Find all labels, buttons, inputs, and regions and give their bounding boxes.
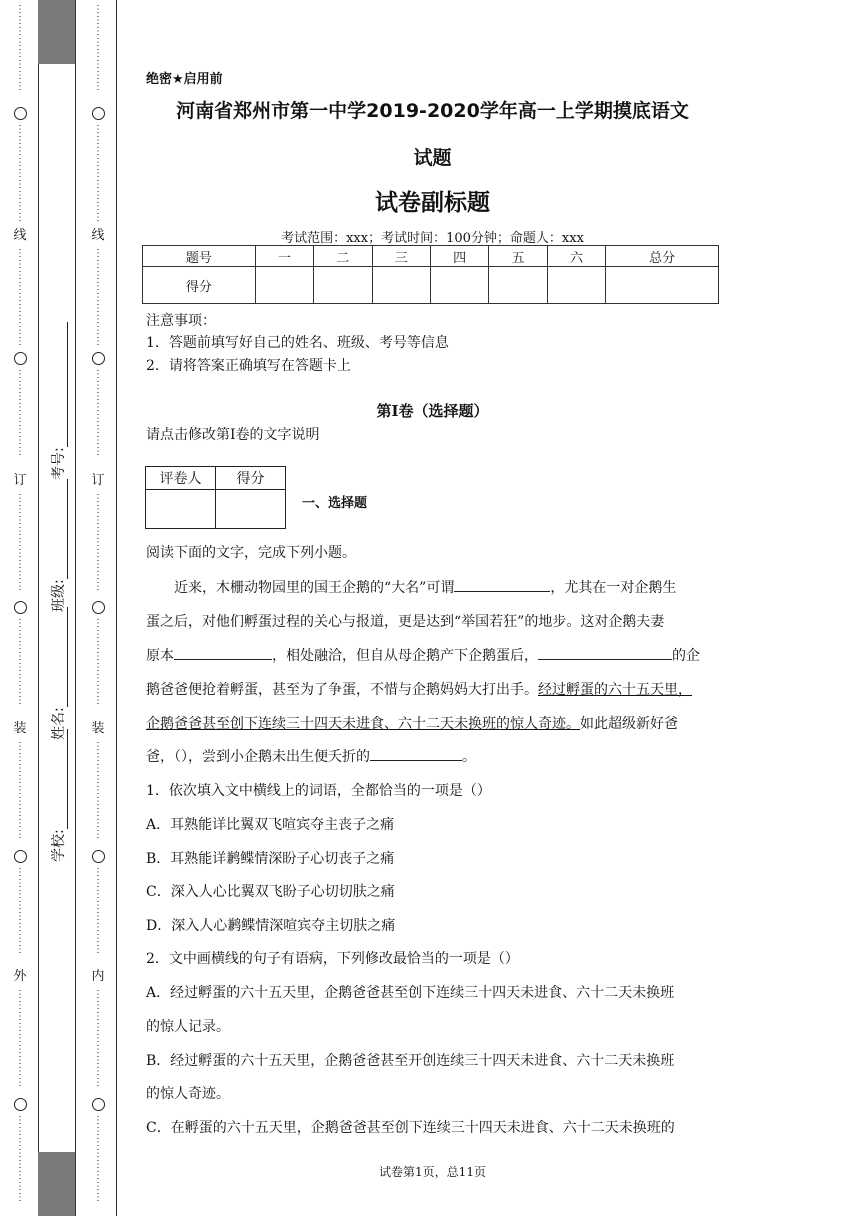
seal-char: 订 [91, 473, 105, 488]
score-header: 六 [547, 246, 605, 267]
passage-line: 蛋之后，对他们孵蛋过程的关心与报道，更是达到“举国若狂”的地步。这对企鹅夫妻 [146, 614, 665, 630]
page-footer: 试卷第1页，总11页 [379, 1165, 486, 1179]
score-cell[interactable] [372, 267, 430, 304]
question-stem: 2．文中画横线的句子有语病，下列修改最恰当的一项是（） [146, 951, 519, 967]
section-desc: 请点击修改第I卷的文字说明 [146, 427, 320, 443]
score-header: 总分 [606, 246, 719, 267]
instruction: 阅读下面的文字，完成下列小题。 [146, 545, 356, 561]
exam-no-blank[interactable] [55, 322, 68, 447]
answer-option[interactable]: D．深入人心鹣鲽情深喧宾夺主切肤之痛 [146, 918, 396, 934]
score-header: 四 [430, 246, 488, 267]
circle-mark [14, 1098, 27, 1111]
answer-option[interactable]: C．深入人心比翼双飞盼子心切切肤之痛 [146, 884, 395, 900]
circle-mark [14, 850, 27, 863]
page-title: 河南省郑州市第一中学2019-2020学年高一上学期摸底语文 [176, 100, 689, 122]
page-subtitle: 试卷副标题 [375, 190, 490, 216]
seal-char: 订 [13, 473, 27, 488]
page-title-line2: 试题 [413, 147, 452, 169]
circle-mark [92, 107, 105, 120]
score-cell[interactable] [255, 267, 313, 304]
answer-blank[interactable] [174, 647, 272, 660]
score-header: 二 [314, 246, 372, 267]
passage-line: 爸，（），尝到小企鹅未出生便夭折的 。 [146, 749, 476, 765]
passage-line: 近来，木栅动物园里的国王企鹅的“大名”可谓 ，尤其在一对企鹅生 [174, 580, 677, 596]
school-label: 学校: [51, 829, 67, 862]
binding-gray-top [38, 0, 75, 64]
binding-line-outer [116, 0, 117, 1216]
circle-mark [92, 601, 105, 614]
passage-line: 企鹅爸爸甚至创下连续三十四天未进食、六十二天未换班的惊人奇迹。如此超级新好爸 [146, 716, 678, 732]
binding-line-right [75, 0, 76, 1216]
exam-no-field[interactable] [48, 322, 68, 480]
seal-char: 线 [91, 228, 105, 243]
seal-char: 线 [13, 228, 27, 243]
answer-blank[interactable] [538, 647, 672, 660]
exam-no-label: 考号: [51, 447, 67, 480]
school-blank[interactable] [55, 729, 68, 829]
answer-option-cont[interactable]: 的惊人奇迹。 [146, 1086, 230, 1102]
circle-mark [14, 107, 27, 120]
score-cell[interactable] [489, 267, 547, 304]
secret-label: 绝密★启用前 [146, 72, 223, 87]
score-cell[interactable] [606, 267, 719, 304]
binding-line-left [38, 0, 39, 1216]
grader-cell[interactable] [146, 490, 216, 529]
score-header: 五 [489, 246, 547, 267]
grader-header: 得分 [216, 467, 286, 490]
exam-info: 考试范围：xxx；考试时间：100分钟；命题人：xxx [281, 231, 584, 246]
class-label: 班级: [51, 579, 67, 612]
section-title: 第Ⅰ卷（选择题） [376, 402, 489, 420]
circle-mark [92, 352, 105, 365]
outer-binding-column: ⋮ ⋮ ⋮ ⋮ ⋮ ⋮ ⋮ ⋮ ⋮ ⋮ ⋮ ⋮ ⋮ ⋮ ⋮ ⋮ ⋮ 线 ⋮ ⋮ ⋮ ⋮ ⋮ ⋮ ⋮ ⋮ ⋮ ⋮ ⋮ ⋮ ⋮ ⋮ ⋮ ⋮ ⋮ 订 ⋮ ⋮ ⋮ ⋮ ⋮ ⋮ ⋮ ⋮ ⋮ ⋮ ⋮ ⋮ ⋮ ⋮ ⋮ ⋮ ⋮ 装 ⋮ ⋮ ⋮ ⋮ ⋮ ⋮ ⋮ ⋮ ⋮ ⋮ ⋮ ⋮ ⋮ ⋮ ⋮ ⋮ ⋮ 外 ⋮ ⋮ ⋮ ⋮ ⋮ ⋮ ⋮ ⋮ ⋮ ⋮ ⋮ ⋮ ⋮ ⋮ ⋮ ⋮ ⋮ [10, 0, 30, 1216]
name-field[interactable] [48, 607, 68, 740]
underlined-sentence: 经过孵蛋的六十五天里， [538, 682, 692, 698]
grader-table [145, 466, 286, 529]
grader-header: 评卷人 [146, 467, 216, 490]
answer-option-cont[interactable]: 的惊人记录。 [146, 1019, 230, 1035]
class-field[interactable] [48, 479, 68, 612]
passage-line: 原本 ，相处融洽，但自从母企鹅产下企鹅蛋后， 的企 [146, 648, 700, 664]
part-heading: 一、选择题 [302, 496, 368, 511]
binding-gray-bottom [38, 1152, 75, 1216]
grader-cell[interactable] [216, 490, 286, 529]
passage-line: 鹅爸爸便抢着孵蛋，甚至为了争蛋，不惜与企鹅妈妈大打出手。经过孵蛋的六十五天里， [146, 682, 692, 698]
answer-option[interactable]: C．在孵蛋的六十五天里，企鹅爸爸甚至创下连续三十四天未进食、六十二天未换班的 [146, 1120, 675, 1136]
answer-option[interactable]: A．耳熟能详比翼双飞喧宾夺主丧子之痛 [146, 817, 395, 833]
circle-mark [14, 352, 27, 365]
notice-item: 1．答题前填写好自己的姓名、班级、考号等信息 [146, 335, 449, 351]
circle-mark [14, 601, 27, 614]
score-cell[interactable] [430, 267, 488, 304]
answer-blank[interactable] [454, 579, 550, 592]
seal-char: 内 [91, 969, 105, 984]
name-label: 姓名: [51, 707, 67, 740]
seal-char: 装 [13, 721, 27, 736]
underlined-sentence: 企鹅爸爸甚至创下连续三十四天未进食、六十二天未换班的惊人奇迹。 [146, 716, 580, 732]
notice-title: 注意事项： [146, 313, 216, 329]
answer-option[interactable]: A．经过孵蛋的六十五天里，企鹅爸爸甚至创下连续三十四天未进食、六十二天未换班 [146, 985, 675, 1001]
seal-char: 装 [91, 721, 105, 736]
score-row-label: 得分 [143, 267, 256, 304]
score-cell[interactable] [314, 267, 372, 304]
inner-binding-column: ⋮ ⋮ ⋮ ⋮ ⋮ ⋮ ⋮ ⋮ ⋮ ⋮ ⋮ ⋮ ⋮ ⋮ ⋮ ⋮ ⋮ 线 ⋮ ⋮ ⋮ ⋮ ⋮ ⋮ ⋮ ⋮ ⋮ ⋮ ⋮ ⋮ ⋮ ⋮ ⋮ ⋮ ⋮ 订 ⋮ ⋮ ⋮ ⋮ ⋮ ⋮ ⋮ ⋮ ⋮ ⋮ ⋮ ⋮ ⋮ ⋮ ⋮ ⋮ ⋮ 装 ⋮ ⋮ ⋮ ⋮ ⋮ ⋮ ⋮ ⋮ ⋮ ⋮ ⋮ ⋮ ⋮ ⋮ ⋮ ⋮ ⋮ 内 ⋮ ⋮ ⋮ ⋮ ⋮ ⋮ ⋮ ⋮ ⋮ ⋮ ⋮ ⋮ ⋮ ⋮ ⋮ ⋮ ⋮ [88, 0, 108, 1216]
score-table [142, 245, 719, 304]
school-field[interactable] [48, 729, 68, 862]
name-blank[interactable] [55, 607, 68, 707]
class-blank[interactable] [55, 479, 68, 579]
answer-option[interactable]: B．耳熟能详鹣鲽情深盼子心切丧子之痛 [146, 851, 395, 867]
question-stem: 1．依次填入文中横线上的词语，全都恰当的一项是（） [146, 783, 491, 799]
circle-mark [92, 1098, 105, 1111]
score-header: 一 [255, 246, 313, 267]
circle-mark [92, 850, 105, 863]
score-cell[interactable] [547, 267, 605, 304]
answer-blank[interactable] [370, 748, 462, 761]
score-header: 题号 [143, 246, 256, 267]
answer-option[interactable]: B．经过孵蛋的六十五天里，企鹅爸爸甚至开创连续三十四天未进食、六十二天未换班 [146, 1053, 675, 1069]
score-header: 三 [372, 246, 430, 267]
seal-char: 外 [13, 969, 27, 984]
notice-item: 2．请将答案正确填写在答题卡上 [146, 358, 351, 374]
